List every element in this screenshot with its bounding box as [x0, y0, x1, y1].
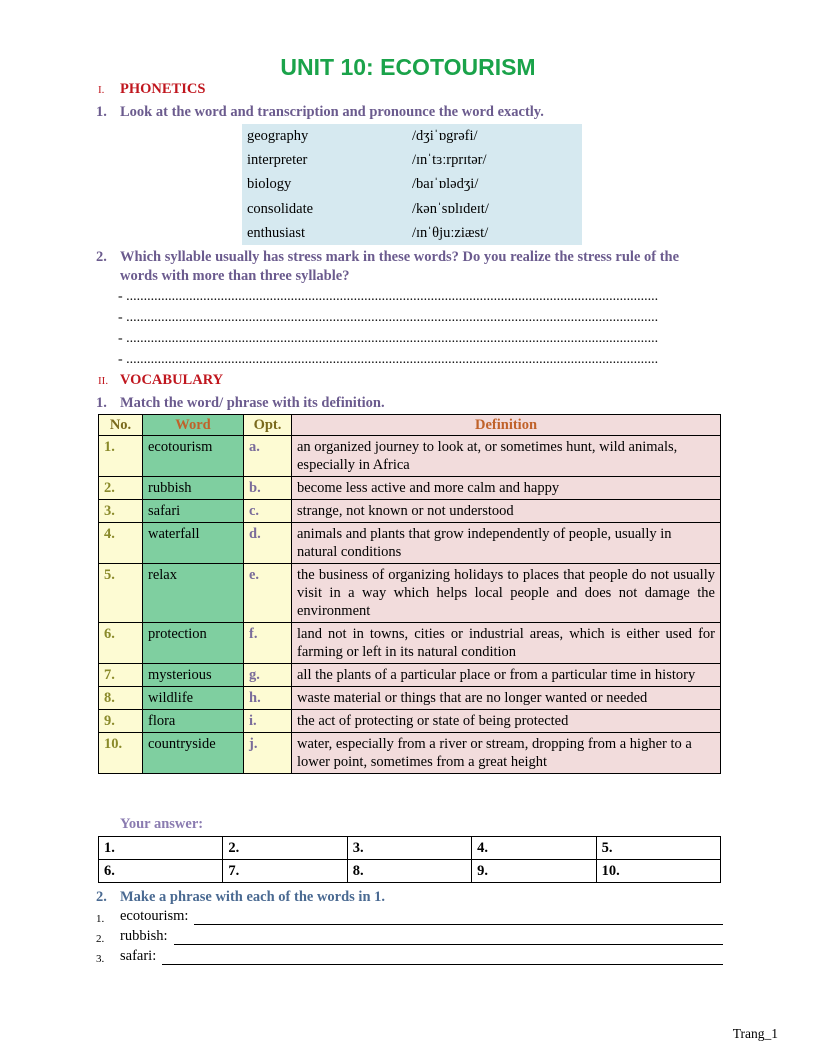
phonetics-question-1: [96, 103, 718, 122]
header-opt: Opt.: [244, 415, 292, 436]
table-row: [99, 523, 721, 564]
row-definition: become less active and more calm and happy: [292, 477, 721, 500]
phrase-item: [96, 908, 723, 925]
phrase-answer-line[interactable]: [194, 909, 723, 925]
page-title: UNIT 10: ECOTOURISM: [280, 54, 536, 80]
row-number: 9.: [99, 710, 143, 733]
row-word: wildlife: [143, 687, 244, 710]
question-text: Which syllable usually has stress mark in these words? Do you realize the stress rule of the words with more than three syllable?: [120, 249, 680, 284]
answer-cell[interactable]: 2.: [223, 837, 347, 860]
answer-cell[interactable]: 4.: [472, 837, 596, 860]
answer-cell[interactable]: 1.: [99, 837, 223, 860]
row-number: 7.: [99, 664, 143, 687]
section-label: VOCABULARY: [120, 372, 224, 388]
answer-row: [99, 837, 721, 860]
question-number: 1.: [96, 104, 107, 120]
row-word: countryside: [143, 733, 244, 774]
row-number: 3.: [99, 500, 143, 523]
phonetics-ipa: /dʒiˈɒgrəfi/: [412, 127, 478, 144]
row-option: a.: [244, 436, 292, 477]
question-number: 2.: [96, 249, 107, 265]
question-number: 2.: [96, 889, 107, 905]
row-option: g.: [244, 664, 292, 687]
phonetics-table: [242, 124, 582, 245]
answer-cell[interactable]: 10.: [596, 860, 720, 883]
phonetics-word: enthusiast: [247, 224, 305, 241]
phrase-item-number: 3.: [96, 953, 105, 965]
answer-cell[interactable]: 6.: [99, 860, 223, 883]
your-answer-label: Your answer:: [120, 816, 204, 832]
row-option: d.: [244, 523, 292, 564]
row-word: protection: [143, 623, 244, 664]
row-definition: animals and plants that grow independently of people, usually in natural conditions: [292, 523, 721, 564]
row-number: 4.: [99, 523, 143, 564]
row-option: j.: [244, 733, 292, 774]
row-word: ecotourism: [143, 436, 244, 477]
table-row: [99, 687, 721, 710]
phonetics-word: interpreter: [247, 151, 308, 168]
phonetics-row: [242, 221, 582, 245]
phonetics-ipa: /ɪnˈθjuːziæst/: [412, 224, 489, 241]
header-no: No.: [99, 415, 143, 436]
answer-cell[interactable]: 5.: [596, 837, 720, 860]
row-word: waterfall: [143, 523, 244, 564]
answer-cell[interactable]: 9.: [472, 860, 596, 883]
section-label: PHONETICS: [120, 81, 206, 97]
phonetics-ipa: /baɪˈɒlədʒi/: [412, 176, 479, 193]
question-text: Make a phrase with each of the words in 1.: [120, 889, 386, 905]
table-row: [99, 564, 721, 623]
phonetics-ipa: /kənˈsɒlɪdeɪt/: [412, 200, 489, 217]
table-row: [99, 664, 721, 687]
row-word: safari: [143, 500, 244, 523]
row-definition: an organized journey to look at, or sometimes hunt, wild animals, especially in Africa: [292, 436, 721, 477]
table-row: [99, 623, 721, 664]
row-option: b.: [244, 477, 292, 500]
answer-cell[interactable]: 7.: [223, 860, 347, 883]
matching-header-row: [99, 415, 721, 436]
row-number: 8.: [99, 687, 143, 710]
table-row: [99, 436, 721, 477]
phonetics-word: geography: [247, 127, 309, 144]
row-definition: waste material or things that are no longer wanted or needed: [292, 687, 721, 710]
answer-cell[interactable]: 3.: [347, 837, 471, 860]
phonetics-word: biology: [247, 176, 292, 193]
table-row: [99, 500, 721, 523]
row-definition: the act of protecting or state of being protected: [292, 710, 721, 733]
answer-grid: [98, 836, 721, 883]
row-word: relax: [143, 564, 244, 623]
answer-dot-line[interactable]: - ........................................................................................................................................................: [118, 352, 659, 367]
phrase-answer-line[interactable]: [174, 929, 723, 945]
row-number: 6.: [99, 623, 143, 664]
row-option: h.: [244, 687, 292, 710]
section-phonetics-heading: [98, 81, 205, 98]
row-option: e.: [244, 564, 292, 623]
row-number: 2.: [99, 477, 143, 500]
phrase-item-number: 1.: [96, 913, 105, 925]
header-definition: Definition: [292, 415, 721, 436]
section-number: II.: [98, 375, 109, 387]
table-row: [99, 710, 721, 733]
phonetics-row: [242, 173, 582, 197]
row-definition: land not in towns, cities or industrial areas, which is either used for farming or left in its natural condition: [292, 623, 721, 664]
phonetics-word: consolidate: [247, 200, 314, 217]
row-number: 5.: [99, 564, 143, 623]
row-number: 10.: [99, 733, 143, 774]
phrase-item: [96, 948, 723, 965]
row-word: rubbish: [143, 477, 244, 500]
row-definition: the business of organizing holidays to places that people do not usually visit in a way which helps local people and does not damage the environment: [292, 564, 721, 623]
phrase-item-number: 2.: [96, 933, 105, 945]
header-word: Word: [143, 415, 244, 436]
answer-dot-line[interactable]: - ........................................................................................................................................................: [118, 331, 659, 346]
table-row: [99, 733, 721, 774]
vocabulary-question-2: [96, 888, 718, 907]
row-option: i.: [244, 710, 292, 733]
phrase-answer-line[interactable]: [162, 949, 723, 965]
row-word: mysterious: [143, 664, 244, 687]
row-definition: strange, not known or not understood: [292, 500, 721, 523]
vocabulary-question-1: [96, 394, 718, 413]
phrase-item: [96, 928, 723, 945]
page-number: Trang_1: [732, 1026, 778, 1041]
row-word: flora: [143, 710, 244, 733]
answer-dot-line[interactable]: - ........................................................................................................................................................: [118, 289, 659, 304]
question-number: 1.: [96, 395, 107, 411]
phonetics-question-2: [96, 248, 718, 286]
phonetics-ipa: /ɪnˈtɜːrprɪtər/: [412, 151, 487, 168]
section-vocabulary-heading: [98, 372, 223, 389]
answer-cell[interactable]: 8.: [347, 860, 471, 883]
phonetics-row: [242, 124, 582, 148]
row-option: c.: [244, 500, 292, 523]
phrase-item-label: rubbish:: [120, 928, 168, 944]
phrase-item-label: safari:: [120, 948, 157, 964]
answer-row: [99, 860, 721, 883]
question-text: Match the word/ phrase with its definition.: [120, 395, 385, 411]
row-number: 1.: [99, 436, 143, 477]
row-definition: water, especially from a river or stream, dropping from a higher to a lower point, sometimes from a great height: [292, 733, 721, 774]
answer-dot-line[interactable]: - ........................................................................................................................................................: [118, 310, 659, 325]
phonetics-row: [242, 197, 582, 221]
phonetics-row: [242, 148, 582, 172]
matching-table: [98, 414, 721, 774]
question-text: Look at the word and transcription and pronounce the word exactly.: [120, 104, 544, 120]
row-definition: all the plants of a particular place or from a particular time in history: [292, 664, 721, 687]
row-option: f.: [244, 623, 292, 664]
phrase-item-label: ecotourism:: [120, 908, 189, 924]
table-row: [99, 477, 721, 500]
section-number: I.: [98, 84, 105, 96]
